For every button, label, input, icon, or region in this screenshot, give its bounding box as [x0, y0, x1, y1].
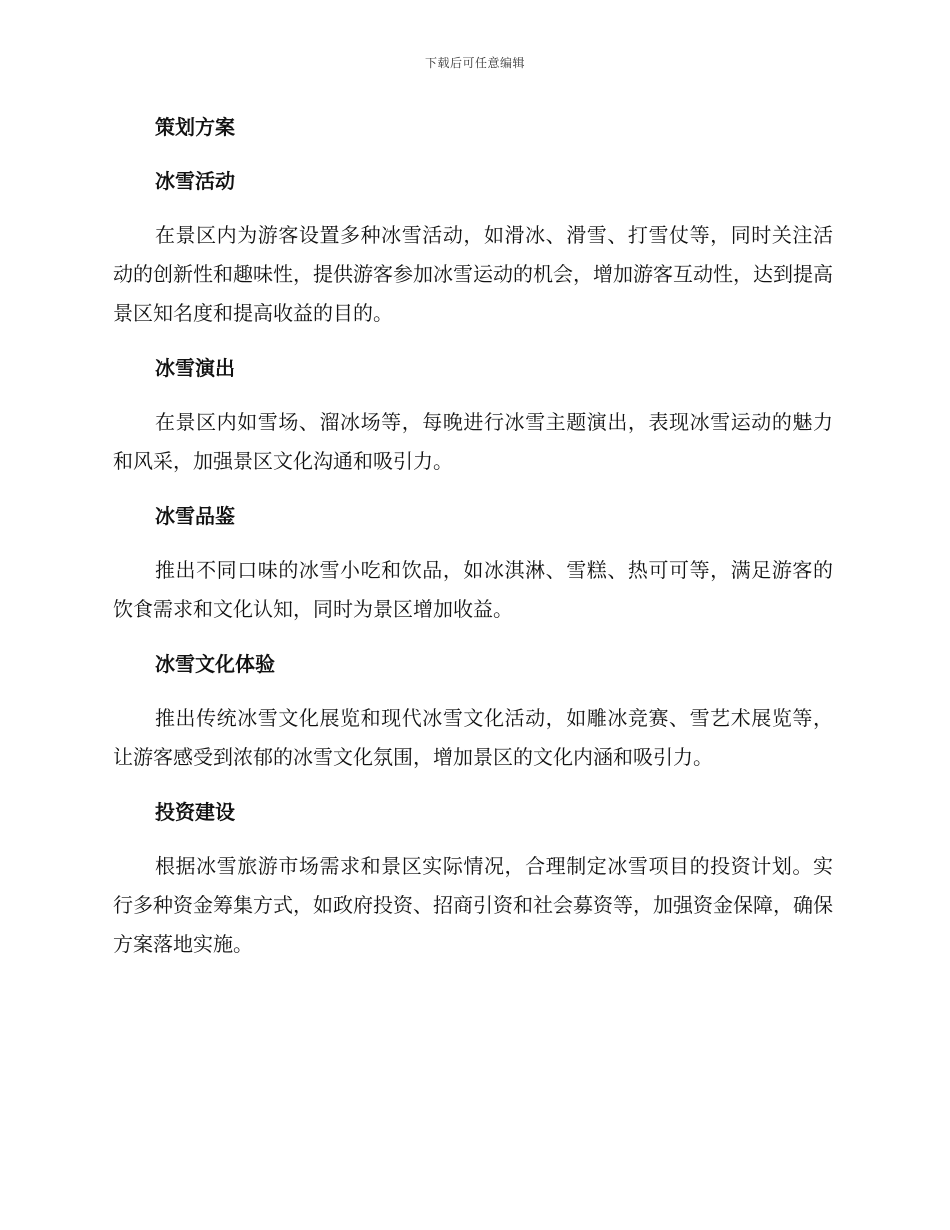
- heading-investment: 投资建设: [155, 800, 235, 824]
- heading-ice-snow-culture: 冰雪文化体验: [155, 652, 275, 676]
- paragraph-investment: 根据冰雪旅游市场需求和景区实际情况，合理制定冰雪项目的投资计划。实行多种资金筹集方式，如政府投资、招商引资和社会募资等，加强资金保障，确保方案落地实施。: [113, 854, 833, 956]
- page-header-note: 下载后可任意编辑: [424, 56, 525, 70]
- paragraph-ice-snow-performance: 在景区内如雪场、溜冰场等，每晚进行冰雪主题演出，表现冰雪运动的魅力和风采，加强景区文化沟通和吸引力。: [113, 410, 833, 473]
- paragraph-ice-snow-activities: 在景区内为游客设置多种冰雪活动，如滑冰、滑雪、打雪仗等，同时关注活动的创新性和趣味性，提供游客参加冰雪运动的机会，增加游客互动性，达到提高景区知名度和提高收益的目的。: [113, 223, 833, 325]
- paragraph-ice-snow-tasting: 推出不同口味的冰雪小吃和饮品，如冰淇淋、雪糕、热可可等，满足游客的饮食需求和文化认知，同时为景区增加收益。: [113, 558, 833, 621]
- heading-ice-snow-performance: 冰雪演出: [155, 356, 235, 380]
- document-body: [113, 108, 833, 980]
- heading-ice-snow-tasting: 冰雪品鉴: [155, 504, 235, 528]
- paragraph-ice-snow-culture: 推出传统冰雪文化展览和现代冰雪文化活动，如雕冰竞赛、雪艺术展览等，让游客感受到浓郁的冰雪文化氛围，增加景区的文化内涵和吸引力。: [113, 706, 833, 769]
- heading-plan: 策划方案: [155, 115, 235, 139]
- heading-ice-snow-activities: 冰雪活动: [155, 169, 235, 193]
